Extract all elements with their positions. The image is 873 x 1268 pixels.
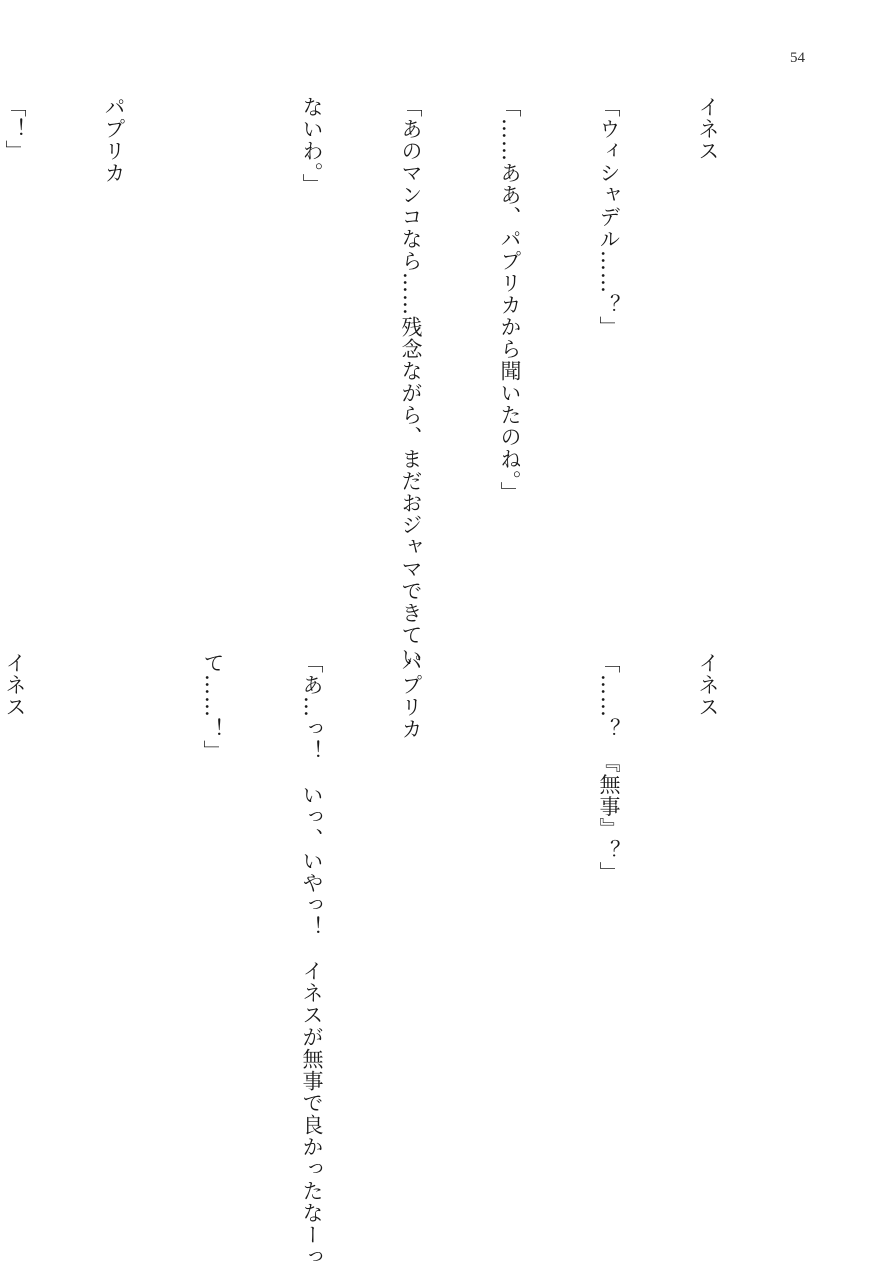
text-line: イネス <box>3 652 27 718</box>
text-line: イネス <box>696 652 720 718</box>
text-line: 「あのマンコなら……残念ながら、まだおジャマできてい <box>399 96 423 668</box>
page-number: 54 <box>790 50 805 66</box>
text-line: イネス <box>696 96 720 162</box>
text-line: 「……？ 『無事』？」 <box>597 652 621 884</box>
text-line: ないわ。」 <box>300 96 324 196</box>
text-line <box>196 96 229 586</box>
text-line <box>97 652 130 1142</box>
text-block-lower <box>3 652 790 1268</box>
text-block-upper <box>3 96 790 668</box>
text-line: パプリカ <box>399 652 423 740</box>
text-line: て……！」 <box>201 652 225 762</box>
text-line: 「……ああ、パプリカから聞いたのね。」 <box>498 96 522 504</box>
text-line: 「ウィシャデル……？」 <box>597 96 621 338</box>
text-line: 「あ…っ！ いっ、いやっ！ イネスが無事で良かったなーっ <box>300 652 324 1268</box>
text-line: パプリカ <box>102 96 126 184</box>
text-line: 「！」 <box>3 96 27 162</box>
text-line <box>493 652 526 1142</box>
